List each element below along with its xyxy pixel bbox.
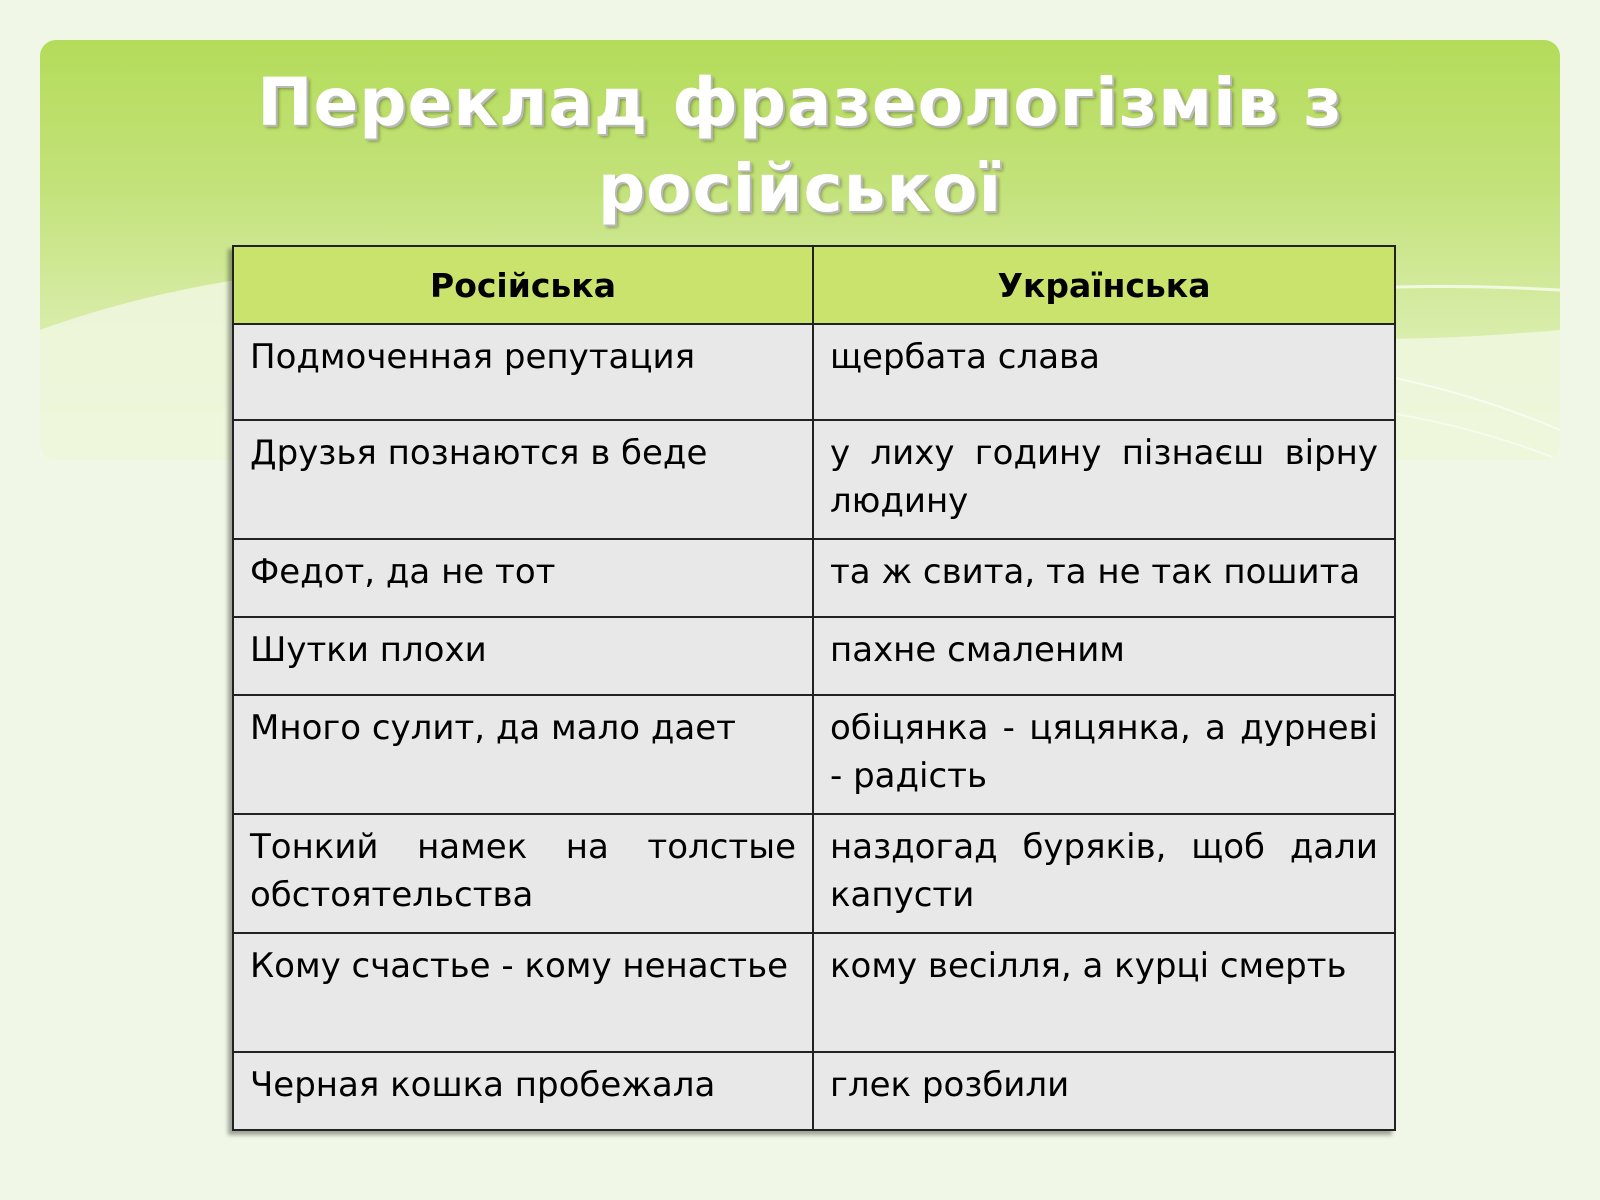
table-row	[233, 539, 1395, 617]
cell-russian: Шутки плохи	[233, 617, 813, 695]
header-russian: Російська	[233, 246, 813, 324]
table-row	[233, 1052, 1395, 1130]
cell-ukrainian: щербата слава	[813, 324, 1395, 420]
cell-russian: Кому счастье - кому ненастье	[233, 933, 813, 1052]
cell-russian: Черная кошка пробежала	[233, 1052, 813, 1130]
table-row	[233, 617, 1395, 695]
table-row	[233, 933, 1395, 1052]
table-row	[233, 324, 1395, 420]
cell-ukrainian: обіцянка - цяцянка, а дурневі - радість	[813, 695, 1395, 814]
header-ukrainian: Українська	[813, 246, 1395, 324]
cell-russian: Много сулит, да мало дает	[233, 695, 813, 814]
cell-russian: Федот, да не тот	[233, 539, 813, 617]
cell-russian: Подмоченная репутация	[233, 324, 813, 420]
cell-russian: Тонкий намек на толстые обстоятельства	[233, 814, 813, 933]
cell-ukrainian: наздогад буряків, щоб дали капусти	[813, 814, 1395, 933]
cell-ukrainian: та ж свита, та не так пошита	[813, 539, 1395, 617]
cell-russian: Друзья познаются в беде	[233, 420, 813, 539]
cell-ukrainian: кому весілля, а курці смерть	[813, 933, 1395, 1052]
table-row	[233, 695, 1395, 814]
phraseology-table	[232, 245, 1396, 1131]
table-row	[233, 420, 1395, 539]
cell-ukrainian: пахне смаленим	[813, 617, 1395, 695]
slide-title-line1: Переклад фразеологізмів з російської	[257, 64, 1343, 227]
table-row	[233, 814, 1395, 933]
table-header-row	[233, 246, 1395, 324]
cell-ukrainian: глек розбили	[813, 1052, 1395, 1130]
cell-ukrainian: у лиху годину пізнаєш вірну людину	[813, 420, 1395, 539]
